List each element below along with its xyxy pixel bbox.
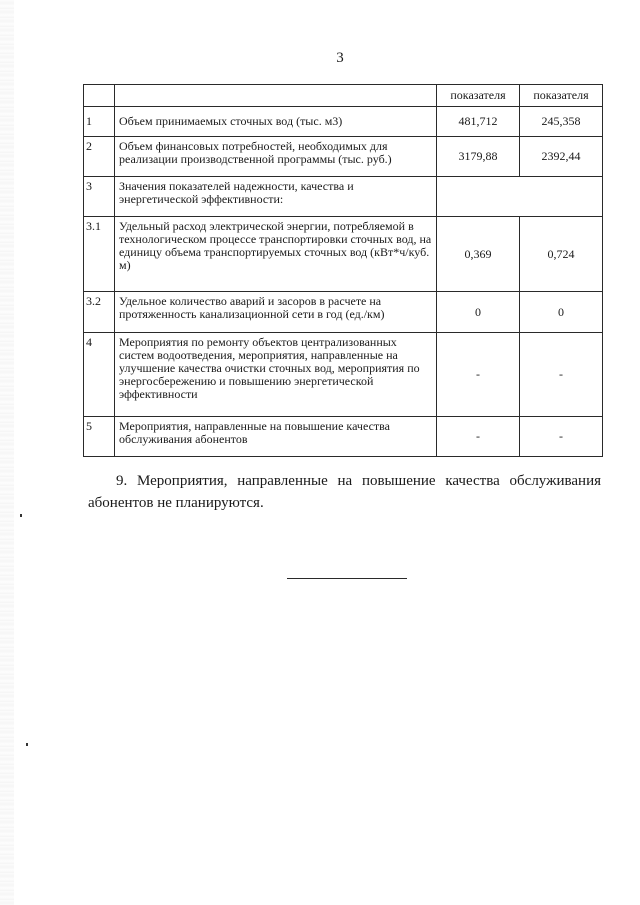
header-cell-num [84, 85, 115, 107]
table-row [84, 107, 603, 137]
row-number: 1 [84, 107, 115, 137]
row-value-1: - [437, 417, 520, 457]
table-row [84, 333, 603, 417]
header-cell-value-2: показателя [520, 85, 603, 107]
row-value-merged [437, 177, 603, 217]
scan-speck [20, 514, 22, 517]
row-value-1: 0,369 [437, 217, 520, 292]
table-row [84, 217, 603, 292]
closing-divider [287, 578, 407, 579]
row-number: 5 [84, 417, 115, 457]
row-name: Удельный расход электрической энергии, потребляемой в технологическом процессе транспортировки сточных вод, на единицу объема транспортируемых сточных вод (кВт*ч/куб. м) [115, 217, 437, 292]
closing-paragraph: 9. Мероприятия, направленные на повышение качества обслуживания абонентов не планируются. [88, 473, 601, 511]
row-name: Мероприятия по ремонту объектов централизованных систем водоотведения, мероприятия, направленные на улучшение качества очистки сточных вод, мероприятия по энергосбережению и повышению энергетической эффективности [115, 333, 437, 417]
row-name: Мероприятия, направленные на повышение качества обслуживания абонентов [115, 417, 437, 457]
row-number: 3.2 [84, 292, 115, 333]
row-number: 3 [84, 177, 115, 217]
row-value-2: 2392,44 [520, 137, 603, 177]
scan-speck [26, 743, 28, 746]
table-row [84, 137, 603, 177]
row-value-2: 245,358 [520, 107, 603, 137]
row-value-1: - [437, 333, 520, 417]
scan-edge-shadow [0, 0, 14, 905]
row-value-2: 0 [520, 292, 603, 333]
table-row [84, 292, 603, 333]
row-value-2: 0,724 [520, 217, 603, 292]
row-value-1: 481,712 [437, 107, 520, 137]
row-value-1: 0 [437, 292, 520, 333]
table-row [84, 417, 603, 457]
page-number: 3 [336, 50, 344, 66]
row-number: 4 [84, 333, 115, 417]
row-value-2: - [520, 417, 603, 457]
indicators-table [83, 84, 603, 457]
row-value-2: - [520, 333, 603, 417]
row-number: 3.1 [84, 217, 115, 292]
table-header-row [84, 85, 603, 107]
table-row [84, 177, 603, 217]
header-cell-value-1: показателя [437, 85, 520, 107]
row-name: Значения показателей надежности, качества и энергетической эффективности: [115, 177, 437, 217]
row-number: 2 [84, 137, 115, 177]
header-cell-name [115, 85, 437, 107]
row-value-1: 3179,88 [437, 137, 520, 177]
row-name: Удельное количество аварий и засоров в расчете на протяженность канализационной сети в год (ед./км) [115, 292, 437, 333]
row-name: Объем финансовых потребностей, необходимых для реализации производственной программы (тыс. руб.) [115, 137, 437, 177]
row-name: Объем принимаемых сточных вод (тыс. м3) [115, 107, 437, 137]
